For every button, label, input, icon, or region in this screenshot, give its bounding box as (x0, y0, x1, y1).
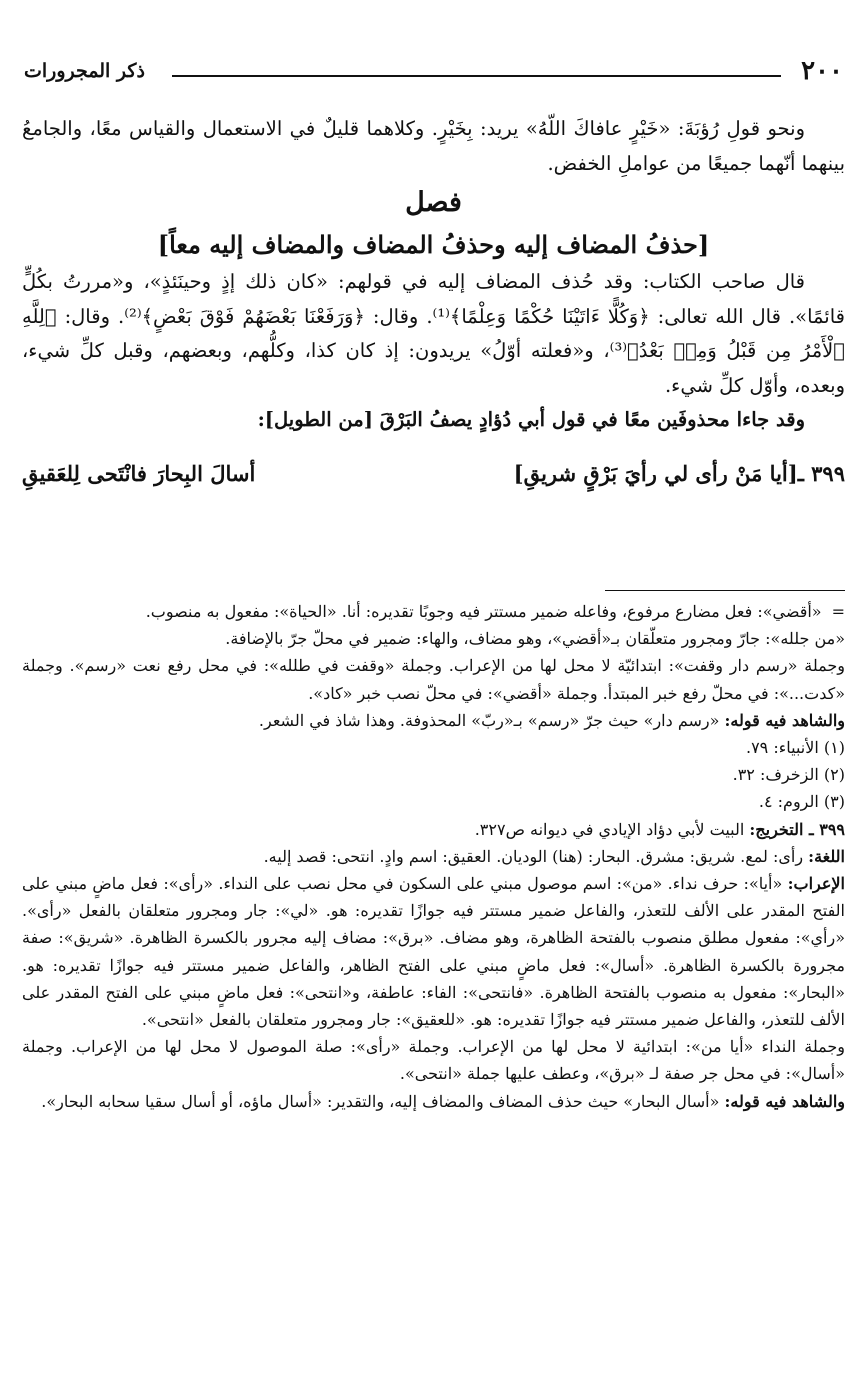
footnote-ref-1: (١) الأنبياء: ٧٩. (745, 738, 845, 758)
footnote-line (22, 870, 845, 1033)
note-label: والشاهد فيه قوله: (724, 1091, 845, 1111)
footnote-line (22, 1088, 845, 1115)
footnote-line (22, 816, 845, 843)
footnote-line: «من جلله»: جارّ ومجرور متعلّقان بـ«أقضي»، وهو مضاف، والهاء: ضمير في محلّ جرّ بالإضافة. (225, 629, 845, 649)
footnotes (22, 598, 845, 1115)
section-title: فصل (405, 187, 462, 218)
note-label: الإعراب: (787, 874, 845, 894)
verse-number: ٣٩٩ ـ (797, 460, 845, 486)
page-number: ٢٠٠ (801, 56, 843, 86)
footnote-separator (605, 590, 845, 591)
note-text: «رسم دار» حيث جرّ «رسم» بـ«ربّ» المحذوفة. وهذا شاذ في الشعر. (258, 710, 720, 730)
page-header (22, 56, 845, 90)
footnote-line (22, 598, 845, 625)
verse-line (22, 456, 845, 492)
footnote-ref-2: (٢) الزخرف: ٣٢. (732, 765, 845, 785)
note-text: «أيا»: حرف نداء. «من»: اسم موصول مبني على السكون في محل نصب على النداء. «رأى»: فعل ماضٍ مبني على الفتح المقدر على الألف للتعذر، والفاعل ضمير مستتر فيه جوازًا تقديره: هو. «لي»: جار ومجرور متعلقان بالفعل «رأى». «رأي»: مفعول مطلق منصوب بالفتحة الظاهرة، وهو مضاف. «برق»: مضاف إليه مجرور بالكسرة الظاهرة. «شريق»: صفة مجرورة بالكسرة الظاهرة. «أسال»: فعل ماضٍ مبني على الفتح الظاهر، والفاعل ضمير مستتر فيه جوازًا تقديره: هو. «البحار»: مفعول به منصوب بالفتحة الظاهرة. «فانتحى»: الفاء: عاطفة، و«انتحى»: فعل ماضٍ مبني على الفتح المقدر على الألف للتعذر، والفاعل ضمير مستتر فيه جوازًا تقديره: هو. «للعقيق»: جار ومجرور متعلقان بالفعل «انتحى». (22, 874, 845, 1030)
main-text (22, 112, 845, 492)
verse-hemistich-1: [أيا مَنْ رأى لي رأيَ بَرْقٍ شريقِ] (513, 460, 798, 486)
note-label: اللغة: (808, 846, 845, 866)
note-label: والشاهد فيه قوله: (724, 710, 845, 730)
header-rule (172, 75, 781, 77)
note-text: البيت لأبي دؤاد الإيادي في ديوانه ص٣٢٧. (474, 819, 745, 839)
note-text: «أسال البحار» حيث حذف المضاف والمضاف إليه، والتقدير: «أسال ماؤه، أو أسال سقيا سحابه البحار». (41, 1091, 720, 1111)
note-text: «أقضي»: فعل مضارع مرفوع، وفاعله ضمير مستتر فيه وجوبًا تقديره: أنا. «الحياة»: مفعول به منصوب. (145, 602, 822, 621)
note-text: رأى: لمع. شريق: مشرق. البحار: (هنا) الوديان. العقيق: اسم وادٍ. انتحى: قصد إليه. (263, 846, 804, 866)
footnote-ref-3: (٣) الروم: ٤. (758, 792, 845, 812)
footnote-line (22, 707, 845, 734)
note-label: ٣٩٩ ـ التخريج: (749, 819, 845, 839)
running-title: ذكر المجرورات (24, 60, 145, 82)
footnote-line: وجملة النداء «أيا من»: ابتدائية لا محل لها من الإعراب. وجملة «رأى»: صلة الموصول لا محل لها من الإعراب. وجملة «أسال»: في محل جر صفة لـ «برق»، وعطف عليها جملة «انتحى». (22, 1037, 845, 1084)
paragraph-2: قال صاحب الكتاب: وقد حُذف المضاف إليه في قولهم: «كان ذلك إذٍ وحينَئذٍ»، و«مررتُ بكُلٍّ قائمًا». قال الله تعالى: ﴿وَكُلًّا ءَاتَيْنَا حُكْمًا وَعِلْمًا﴾⁽¹⁾. وقال: ﴿وَرَفَعْنَا بَعْضَهُمْ فَوْقَ بَعْضٍ﴾⁽²⁾. وقال: ﴿لِلَّهِ ٱلْأَمْرُ مِن قَبْلُ وَمِنۢ بَعْدُ﴾⁽³⁾، و«فعلته أوّلُ» يريدون: إذ كان كذا، وكلُّهم، وبعضهم، وقبل كلِّ شيء، وبعده، وأوّل كلِّ شيء. (22, 270, 845, 397)
section-subtitle: [حذفُ المضاف إليه وحذفُ المضاف والمضاف إليه معاً] (157, 230, 710, 259)
book-page (22, 0, 845, 1374)
paragraph-1: ونحو قولِ رُؤبَةَ: «خَيْرٍ عافاكَ اللّهُ» يريد: بِخَيْرٍ. وكلاهما قليلٌ في الاستعمال والقياس معًا، والجامعُ بينهما أنّهما جميعًا من عواملِ الخفض. (22, 117, 845, 175)
verse-first-half (514, 456, 845, 492)
continuation-mark: = (831, 602, 845, 621)
paragraph-3: وقد جاءا محذوفَين معًا في قول أبي دُؤادٍ يصفُ البَرْقَ [من الطويل]: (257, 408, 805, 431)
footnote-line: وجملة «رسم دار وقفت»: ابتدائيّة لا محل لها من الإعراب. وجملة «وقفت في طلله»: في محل رفع نعت «رسم». وجملة «كدت...»: في محلّ رفع خبر المبتدأ. وجملة «أقضي»: في محلّ نصب خبر «كاد». (22, 656, 845, 703)
verse-hemistich-2: أسالَ البِحارَ فانْتَحى لِلعَقيقِ (22, 460, 256, 486)
footnote-line (22, 843, 845, 870)
